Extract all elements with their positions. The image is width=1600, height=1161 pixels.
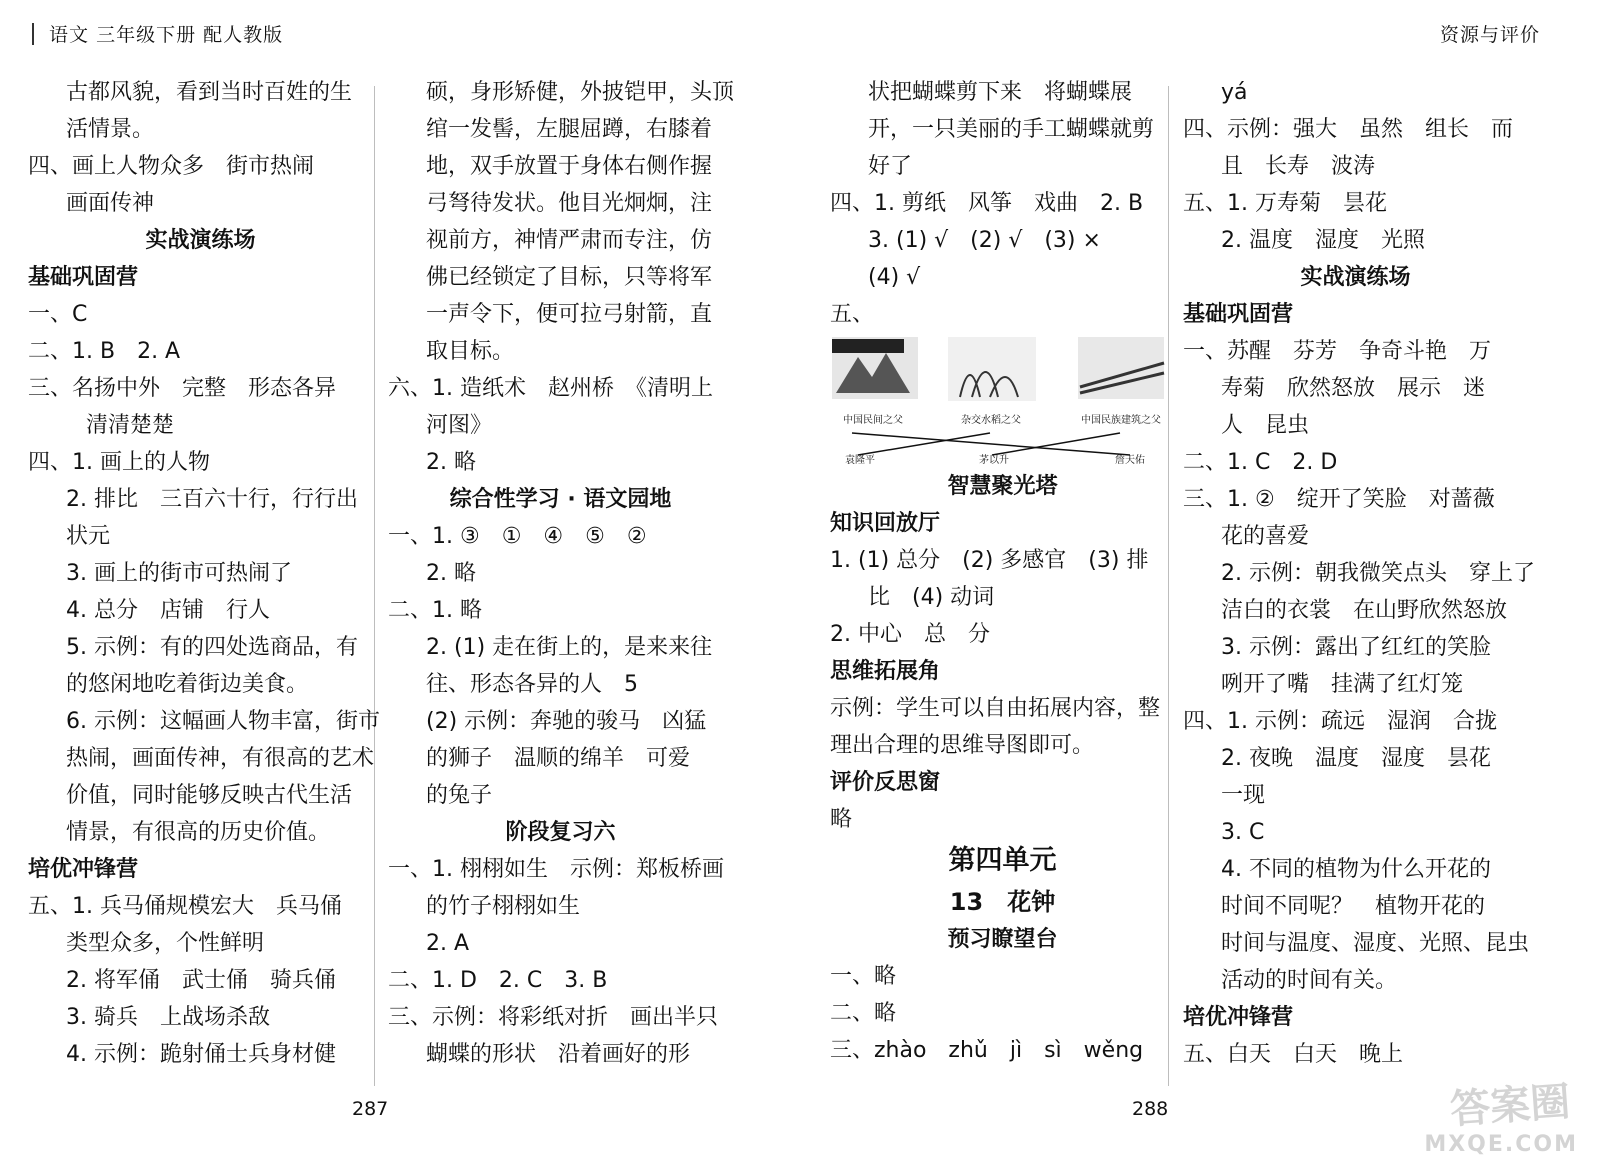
answer-line: 清清楚楚 bbox=[86, 413, 175, 438]
answer-line: 2. 排比 三百六十行，行行出 bbox=[66, 487, 358, 512]
header-right: 资源与评价 bbox=[1439, 24, 1540, 46]
answer-line: 5. 示例：有的四处选商品，有 bbox=[66, 635, 358, 660]
answer-line: 情景，有很高的历史价值。 bbox=[66, 820, 331, 845]
unit-title: 第四单元 bbox=[948, 845, 1057, 876]
figure-caption: 中国民间之父 bbox=[843, 415, 903, 426]
answer-line: 二、1. C 2. D bbox=[1183, 450, 1338, 475]
column-3 bbox=[830, 74, 1175, 1069]
answer-line: 弓弩待发状。他目光炯炯，注 bbox=[426, 191, 713, 216]
answer-line: 一、C bbox=[28, 302, 88, 327]
answer-line: 实战演练场 bbox=[145, 228, 256, 253]
answer-line: 实战演练场 bbox=[1300, 265, 1411, 290]
answer-line: 的悠闲地吃着街边美食。 bbox=[66, 672, 309, 697]
answer-line: 智慧聚光塔 bbox=[947, 474, 1058, 499]
answer-line: 三、示例：将彩纸对折 画出半只 bbox=[388, 1005, 719, 1030]
answer-line: 六、1. 造纸术 赵州桥 《清明上 bbox=[388, 376, 713, 401]
answer-line: 且 长寿 波涛 bbox=[1221, 154, 1376, 179]
answer-line: 培优冲锋营 bbox=[1183, 1005, 1294, 1030]
answer-line: 二、1. D 2. C 3. B bbox=[388, 968, 608, 993]
answer-line: 的竹子栩栩如生 bbox=[426, 894, 581, 919]
column-1 bbox=[28, 74, 380, 1073]
column-2 bbox=[388, 74, 733, 1073]
answer-line: 四、1. 画上的人物 bbox=[28, 450, 210, 475]
answer-line: (2) 示例：奔驰的骏马 凶猛 bbox=[426, 709, 707, 734]
column-4 bbox=[1183, 74, 1535, 1073]
answer-line: 类型众多，个性鲜明 bbox=[66, 931, 265, 956]
answer-line: 时间与温度、湿度、光照、昆虫 bbox=[1221, 931, 1530, 956]
figure-bottom-label: 袁隆平 bbox=[845, 455, 875, 466]
answer-line: 五、1. 兵马俑规模宏大 兵马俑 bbox=[28, 894, 342, 919]
answer-line: 佛已经锁定了目标，只等将军 bbox=[426, 265, 713, 290]
answer-line: 蝴蝶的形状 沿着画好的形 bbox=[426, 1042, 691, 1067]
answer-line: 五、 bbox=[830, 302, 875, 327]
figure-graphics bbox=[830, 333, 1170, 468]
answer-line: 知识回放厅 bbox=[830, 511, 941, 536]
answer-line: 状元 bbox=[66, 524, 111, 549]
answer-line: 三、1. ② 绽开了笑脸 对蔷薇 bbox=[1183, 487, 1495, 512]
page-number-right: 288 bbox=[1132, 1098, 1169, 1120]
answer-line: 2. 示例：朝我微笑点头 穿上了 bbox=[1221, 561, 1535, 586]
answer-line: 四、1. 剪纸 风筝 戏曲 2. B bbox=[830, 191, 1144, 216]
answer-line: 3. 画上的街市可热闹了 bbox=[66, 561, 292, 586]
header-left bbox=[32, 20, 283, 47]
answer-line: 1. (1) 总分 (2) 多感官 (3) 排 bbox=[830, 548, 1149, 573]
answer-line: 4. 总分 店铺 行人 bbox=[66, 598, 270, 623]
answer-line: 二、略 bbox=[830, 1001, 897, 1026]
answer-line: 人 昆虫 bbox=[1221, 413, 1310, 438]
column-divider bbox=[374, 86, 375, 1086]
answer-line: 2. 夜晚 温度 湿度 昙花 bbox=[1221, 746, 1491, 771]
answer-line: 示例：学生可以自由拓展内容，整 bbox=[830, 696, 1161, 721]
answer-line: 活动的时间有关。 bbox=[1221, 968, 1398, 993]
answer-line: 思维拓展角 bbox=[830, 659, 941, 684]
answer-line: 基础巩固营 bbox=[1183, 302, 1294, 327]
answer-line: 2. A bbox=[426, 931, 470, 956]
matching-figure bbox=[830, 333, 1170, 468]
answer-line: 2. 略 bbox=[426, 450, 476, 475]
answer-line: 略 bbox=[830, 807, 853, 832]
answer-line: 咧开了嘴 挂满了红灯笼 bbox=[1221, 672, 1464, 697]
answer-line: 热闹，画面传神，有很高的艺术 bbox=[66, 746, 375, 771]
answer-line: (4) √ bbox=[868, 265, 921, 290]
answer-line: 一、1. ③ ① ④ ⑤ ② bbox=[388, 524, 647, 549]
answer-line: 6. 示例：这幅画人物丰富，街市 bbox=[66, 709, 380, 734]
answer-line: 四、1. 示例：疏远 湿润 合拢 bbox=[1183, 709, 1497, 734]
figure-bottom-label: 茅以升 bbox=[979, 455, 1009, 466]
answer-line: 开，一只美丽的手工蝴蝶就剪 bbox=[868, 117, 1155, 142]
answer-line: 五、1. 万寿菊 昙花 bbox=[1183, 191, 1387, 216]
answer-line: 4. 不同的植物为什么开花的 bbox=[1221, 857, 1491, 882]
answer-line: 3. C bbox=[1221, 820, 1265, 845]
answer-line: 花的喜爱 bbox=[1221, 524, 1310, 549]
figure-bottom-label: 詹天佑 bbox=[1115, 455, 1145, 466]
answer-line: 的兔子 bbox=[426, 783, 493, 808]
answer-line: 3. 骑兵 上战场杀敌 bbox=[66, 1005, 270, 1030]
answer-line: 四、画上人物众多 街市热闹 bbox=[28, 154, 315, 179]
answer-line: 的狮子 温顺的绵羊 可爱 bbox=[426, 746, 691, 771]
answer-line: 古都风貌，看到当时百姓的生 bbox=[66, 80, 353, 105]
answer-line: 四、示例：强大 虽然 组长 而 bbox=[1183, 117, 1514, 142]
answer-line: 阶段复习六 bbox=[505, 820, 616, 845]
answer-line: 洁白的衣裳 在山野欣然怒放 bbox=[1221, 598, 1508, 623]
header-bar-divider bbox=[32, 23, 34, 45]
answer-line: 一声令下，便可拉弓射箭，直 bbox=[426, 302, 713, 327]
answer-line: 基础巩固营 bbox=[28, 265, 139, 290]
answer-line: 五、白天 白天 晚上 bbox=[1183, 1042, 1404, 1067]
section-title: 预习瞭望台 bbox=[947, 927, 1058, 952]
figure-image-1-banner bbox=[832, 339, 904, 353]
answer-line: 2. 将军俑 武士俑 骑兵俑 bbox=[66, 968, 336, 993]
answer-line: 取目标。 bbox=[426, 339, 515, 364]
answer-line: 三、名扬中外 完整 形态各异 bbox=[28, 376, 337, 401]
answer-line: 培优冲锋营 bbox=[28, 857, 139, 882]
answer-line: 硕，身形矫健，外披铠甲，头顶 bbox=[426, 80, 735, 105]
answer-line: 好了 bbox=[868, 154, 913, 179]
watermark-logo: 答案圈 bbox=[1448, 1078, 1572, 1134]
answer-line: 价值，同时能够反映古代生活 bbox=[66, 783, 353, 808]
answer-line: 理出合理的思维导图即可。 bbox=[830, 733, 1095, 758]
answer-line: 综合性学习 · 语文园地 bbox=[449, 487, 672, 512]
answer-line: 三、zhào zhǔ jì sì wěng bbox=[830, 1038, 1144, 1063]
answer-line: 地，双手放置于身体右侧作握 bbox=[426, 154, 713, 179]
figure-caption: 中国民族建筑之父 bbox=[1081, 415, 1161, 426]
answer-line: 4. 示例：跪射俑士兵身材健 bbox=[66, 1042, 336, 1067]
answer-line: 二、1. 略 bbox=[388, 598, 482, 623]
answer-line: 二、1. B 2. A bbox=[28, 339, 181, 364]
answer-line: 时间不同呢？ 植物开花的 bbox=[1221, 894, 1486, 919]
header-book-title: 语文 三年级下册 配人教版 bbox=[49, 24, 284, 46]
answer-line: 2. 温度 湿度 光照 bbox=[1221, 228, 1425, 253]
watermark-url: MXQE.COM bbox=[1424, 1132, 1578, 1157]
answer-line: 状把蝴蝶剪下来 将蝴蝶展 bbox=[868, 80, 1133, 105]
answer-line: 绾一发髻，左腿屈蹲，右膝着 bbox=[426, 117, 713, 142]
answer-line: 视前方，神情严肃而专注，仿 bbox=[426, 228, 713, 253]
page-number-left: 287 bbox=[352, 1098, 389, 1120]
answer-line: 寿菊 欣然怒放 展示 迷 bbox=[1221, 376, 1486, 401]
answer-line: yá bbox=[1221, 80, 1248, 105]
answer-line: 一、苏醒 芬芳 争奇斗艳 万 bbox=[1183, 339, 1492, 364]
figure-caption: 杂交水稻之父 bbox=[961, 415, 1021, 426]
answer-line: 2. 中心 总 分 bbox=[830, 622, 990, 647]
answer-line: 一现 bbox=[1221, 783, 1266, 808]
answer-line: 河图》 bbox=[426, 413, 493, 438]
answer-line: 一、1. 栩栩如生 示例：郑板桥画 bbox=[388, 857, 724, 882]
answer-line: 往、形态各异的人 5 bbox=[426, 672, 638, 697]
answer-line: 画面传神 bbox=[66, 191, 155, 216]
answer-line: 2. (1) 走在街上的，是来来往 bbox=[426, 635, 713, 660]
answer-line: 比 (4) 动词 bbox=[868, 585, 995, 610]
answer-line: 活情景。 bbox=[66, 117, 155, 142]
answer-line: 2. 略 bbox=[426, 561, 476, 586]
lesson-title: 13 花钟 bbox=[949, 888, 1056, 916]
answer-line: 评价反思窗 bbox=[830, 770, 941, 795]
answer-line: 一、略 bbox=[830, 964, 897, 989]
answer-line: 3. 示例：露出了红红的笑脸 bbox=[1221, 635, 1491, 660]
answer-line: 3. (1) √ (2) √ (3) × bbox=[868, 228, 1101, 253]
